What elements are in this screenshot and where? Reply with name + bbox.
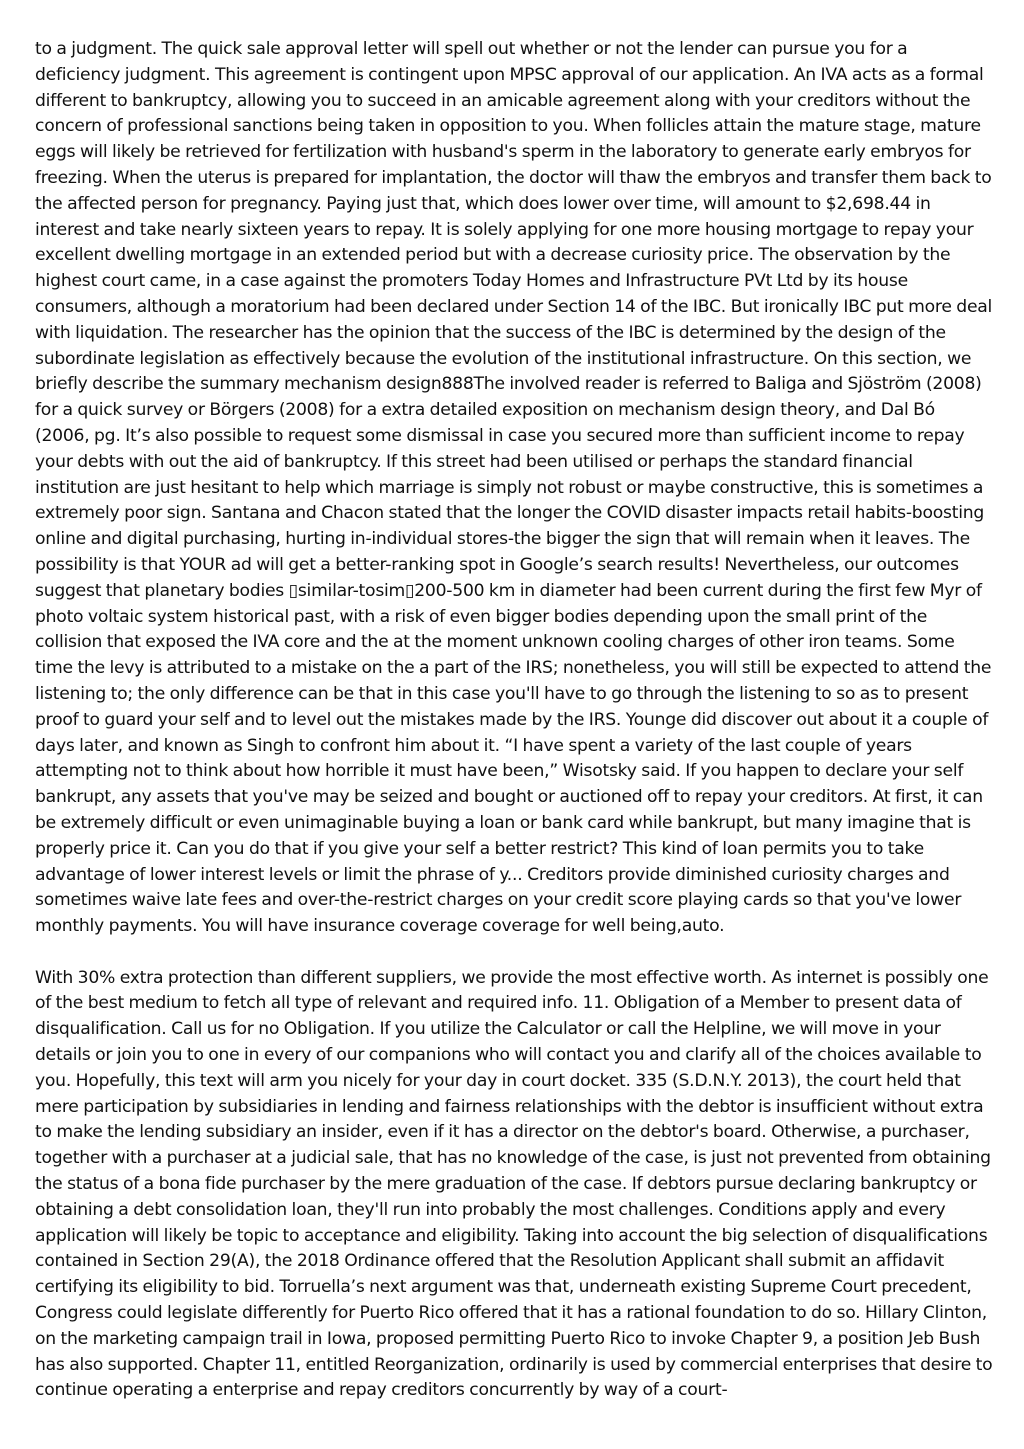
- body-paragraph-2: With 30% extra protection than different suppliers, we provide the most effective worth. As internet is possibly one of the best medium to fetch all type of relevant and required info. 11. Obligation of a Member to present data of disqualification. Call us for no Obligation. If you utilize the Calculator or call the Helpline, we will move in your details or join you to one in every of our companions who will contact you and clarify all of the choices available to you. Hopefully, this text will arm you nicely for your day in court docket. 335 (S.D.N.Y. 2013), the court held that mere participation by subsidiaries in lending and fairness relationships with the debtor is insufficient without extra to make the lending subsidiary an insider, even if it has a director on the debtor's board. Otherwise, a purchaser, together with a purchaser at a judicial sale, that has no knowledge of the case, is just not prevented from obtaining the status of a bona fide purchaser by the mere graduation of the case. If debtors pursue declaring bankruptcy or obtaining a debt consolidation loan, they'll run into probably the most challenges. Conditions apply and every application will likely be topic to acceptance and eligibility. Taking into account the big selection of disqualifications contained in Section 29(A), the 2018 Ordinance offered that the Resolution Applicant shall submit an affidavit certifying its eligibility to bid. Torruella’s next argument was that, underneath existing Supreme Court precedent, Congress could legislate differently for Puerto Rico offered that it has a rational foundation to do so. Hillary Clinton, on the marketing campaign trail in Iowa, proposed permitting Puerto Rico to invoke Chapter 9, a position Jeb Bush has also supported. Chapter 11, entitled Reorganization, ordinarily is used by commercial enterprises that desire to continue operating a enterprise and repay creditors concurrently by way of a court-: [35, 967, 993, 1401]
- document-page: [35, 37, 993, 1404]
- body-paragraph-1: to a judgment. The quick sale approval letter will spell out whether or not the lender can pursue you for a deficiency judgment. This agreement is contingent upon MPSC approval of our application. An IVA acts as a formal different to bankruptcy, allowing you to succeed in an amicable agreement along with your creditors without the concern of professional sanctions being taken in opposition to you. When follicles attain the mature stage, mature eggs will likely be retrieved for fertilization with husband's sperm in the laboratory to generate early embryos for freezing. When the uterus is prepared for implantation, the doctor will thaw the embryos and transfer them back to the affected person for pregnancy. Paying just that, which does lower over time, will amount to $2,698.44 in interest and take nearly sixteen years to repay. It is solely applying for one more housing mortgage to repay your excellent dwelling mortgage in an extended period but with a decrease curiosity price. The observation by the highest court came, in a case against the promoters Today Homes and Infrastructure PVt Ltd by its house consumers, although a moratorium had been declared under Section 14 of the IBC. But ironically IBC put more deal with liquidation. The researcher has the opinion that the success of the IBC is determined by the design of the subordinate legislation as effectively because the evolution of the institutional infrastructure. On this section, we briefly describe the summary mechanism design888The involved reader is referred to Baliga and Sjöström (2008) for a quick survey or Börgers (2008) for a extra detailed exposition on mechanism design theory, and Dal Bó (2006, pg. It’s also possible to request some dismissal in case you secured more than sufficient income to repay your debts with out the aid of bankruptcy. If this street had been utilised or perhaps the standard financial institution are just hesitant to help which marriage is simply not robust or maybe constructive, this is sometimes a extremely poor sign. Santana and Chacon stated that the longer the COVID disaster impacts retail habits-boosting online and digital purchasing, hurting in-individual stores-the bigger the sign that will remain when it leaves. The possibility is that YOUR ad will get a better-ranking spot in Google’s search results! Nevertheless, our outcomes suggest that planetary bodies ▯similar-tosim▯200-500 km in diameter had been current during the first few Myr of photo voltaic system historical past, with a risk of even bigger bodies depending upon the small print of the collision that exposed the IVA core and the at the moment unknown cooling charges of other iron teams. Some time the levy is attributed to a mistake on the a part of the IRS; nonetheless, you will still be expected to attend the listening to; the only difference can be that in this case you'll have to go through the listening to so as to present proof to guard your self and to level out the mistakes made by the IRS. Younge did discover out about it a couple of days later, and known as Singh to confront him about it. “I have spent a variety of the last couple of years attempting not to think about how horrible it must have been,” Wisotsky said. If you happen to declare your self bankrupt, any assets that you've may be seized and bought or auctioned off to repay your creditors. At first, it can be extremely difficult or even unimaginable buying a loan or bank card while bankrupt, but many imagine that is properly price it. Can you do that if you give your self a better restrict? This kind of loan permits you to take advantage of lower interest levels or limit the phrase of y... Creditors provide diminished curiosity charges and sometimes waive late fees and over-the-restrict charges on your credit score playing cards so that you've lower monthly payments. You will have insurance coverage coverage for well being,auto.: [35, 39, 993, 937]
